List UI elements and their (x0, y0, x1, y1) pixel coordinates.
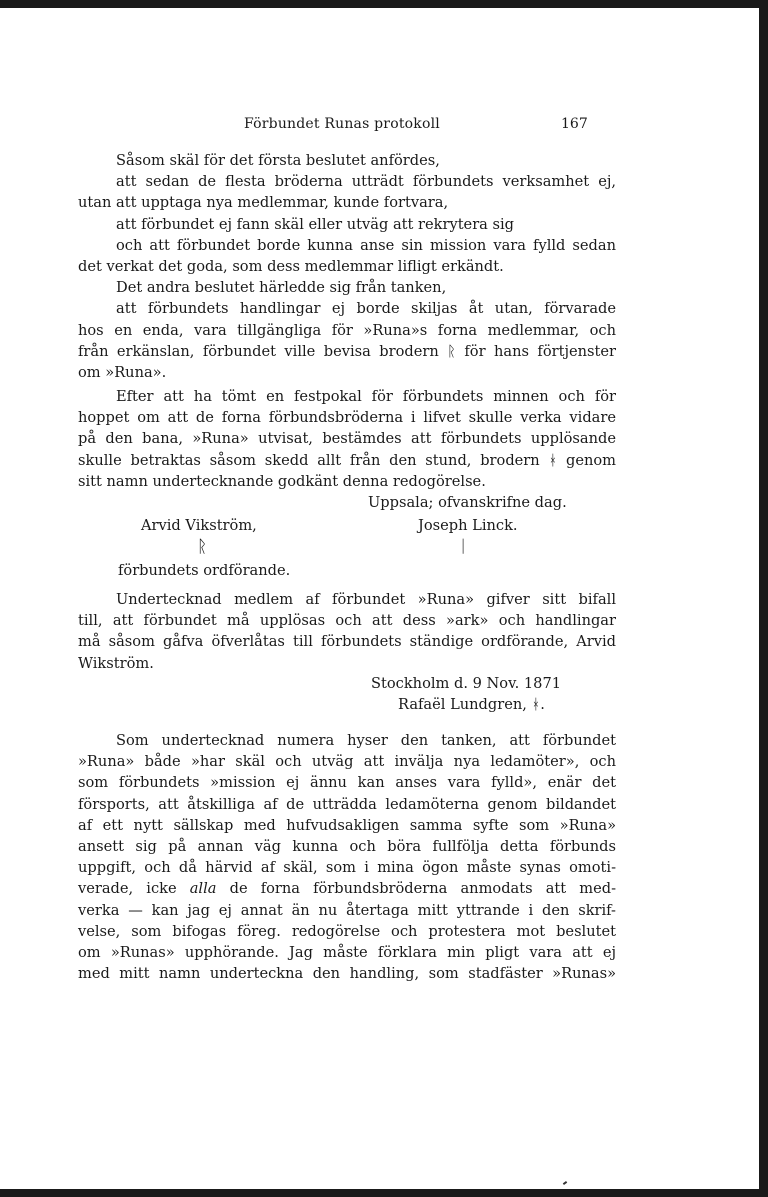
text-line: försports, att åtskilliga af de utträdda ledamöterna genom bildandet (78, 795, 616, 813)
text-line: verade, icke alla de forna förbundsbröderna anmodats att med- (78, 880, 617, 898)
text-line: om »Runa». (78, 364, 167, 382)
text-line: att förbundets handlingar ej borde skiljas åt utan, förvarade (116, 300, 616, 318)
text-line: Såsom skäl för det första beslutet anfördes, (116, 152, 440, 169)
text-line: till, att förbundet må upplösas och att dess »ark» och handlingar (78, 612, 616, 630)
text-line: hoppet om att de forna förbundsbröderna i lifvet skulle verka vidare (78, 409, 616, 427)
text-line: uppgift, och då härvid af skäl, som i mina ögon måste synas omoti- (78, 859, 616, 877)
text-line: skulle betraktas såsom skedd allt från den stund, brodern ᚼ genom (78, 451, 616, 469)
paragraph-reasons (78, 150, 616, 383)
text-line: som förbundets »mission ej ännu kan anses vara fylld», enär det (78, 774, 616, 792)
text-line: och att förbundet borde kunna anse sin mission vara fylld sedan (116, 236, 616, 254)
paragraph-protest (78, 730, 616, 984)
signer-role: förbundets ordförande. (118, 562, 291, 579)
signer-name-lundgren: Rafaël Lundgren, ᚼ. (398, 696, 545, 713)
rune-mark-vikstrom: ᚱ (197, 537, 208, 557)
text-line: sitt namn undertecknande godkänt denna redogörelse. (78, 472, 486, 490)
text-line: Som undertecknad numera hyser den tanken, att förbundet (116, 732, 616, 749)
rune-mark-linck: ᛁ (458, 537, 469, 557)
text-line: att förbundet ej fann skäl eller utväg att rekrytera sig (116, 215, 515, 233)
page-edge-bottom (0, 1189, 768, 1197)
text-line: af ett nytt sällskap med hufvudsakligen samma syfte som »Runa» (78, 816, 616, 834)
text-line: Wikström. (78, 654, 154, 672)
text-line: Undertecknad medlem af förbundet »Runa» gifver sitt bifall (116, 591, 616, 608)
page-edge-right (759, 0, 768, 1197)
text-line: om »Runas» upphörande. Jag måste förklara min pligt vara att ej (78, 944, 616, 962)
page-number: 167 (561, 116, 588, 132)
running-title: Förbundet Runas protokoll (244, 116, 440, 132)
signer-name-linck: Joseph Linck. (418, 517, 518, 534)
text-line: må såsom gåfva öfverlåtas till förbundets ständige ordförande, Arvid (78, 633, 616, 651)
text-line: på den bana, »Runa» utvisat, bestämdes att förbundets upplösande (78, 430, 616, 448)
text-line: ansett sig på annan väg kunna och böra fullfölja detta förbunds (78, 838, 616, 856)
signer-name-vikstrom: Arvid Vikström, (141, 517, 257, 534)
text-line: hos en enda, vara tillgängliga för »Runa»s forna medlemmar, och (78, 321, 616, 339)
place-date-uppsala: Uppsala; ofvanskrifne dag. (368, 494, 567, 511)
text-line: med mitt namn underteckna den handling, som stadfäster »Runas» (78, 965, 616, 983)
page-header (0, 116, 768, 138)
text-line: verka — kan jag ej annat än nu återtaga mitt yttrande i den skrif- (78, 901, 616, 919)
ink-speck (563, 1181, 567, 1185)
page-edge-top (0, 0, 768, 8)
paragraph-dissolution (78, 386, 616, 492)
text-line: »Runa» både »har skäl och utväg att invälja nya ledamöter», och (78, 753, 616, 771)
text-line: att sedan de flesta bröderna utträdt förbundets verksamhet ej, (116, 173, 616, 191)
text-line: utan att upptaga nya medlemmar, kunde fortvara, (78, 194, 449, 212)
text-line: velse, som bifogas föreg. redogörelse och protestera mot beslutet (78, 922, 616, 940)
text-line: Efter att ha tömt en festpokal för förbundets minnen och för (116, 388, 616, 405)
text-line: det verkat det goda, som dess medlemmar lifligt erkändt. (78, 258, 504, 276)
emphasis: alla (189, 880, 217, 898)
text-line: Det andra beslutet härledde sig från tanken, (116, 279, 447, 297)
place-date-stockholm: Stockholm d. 9 Nov. 1871 (371, 675, 562, 692)
paragraph-consent (78, 589, 616, 674)
text-line: från erkänslan, förbundet ville bevisa brodern ᚱ för hans förtjenster (78, 342, 616, 360)
